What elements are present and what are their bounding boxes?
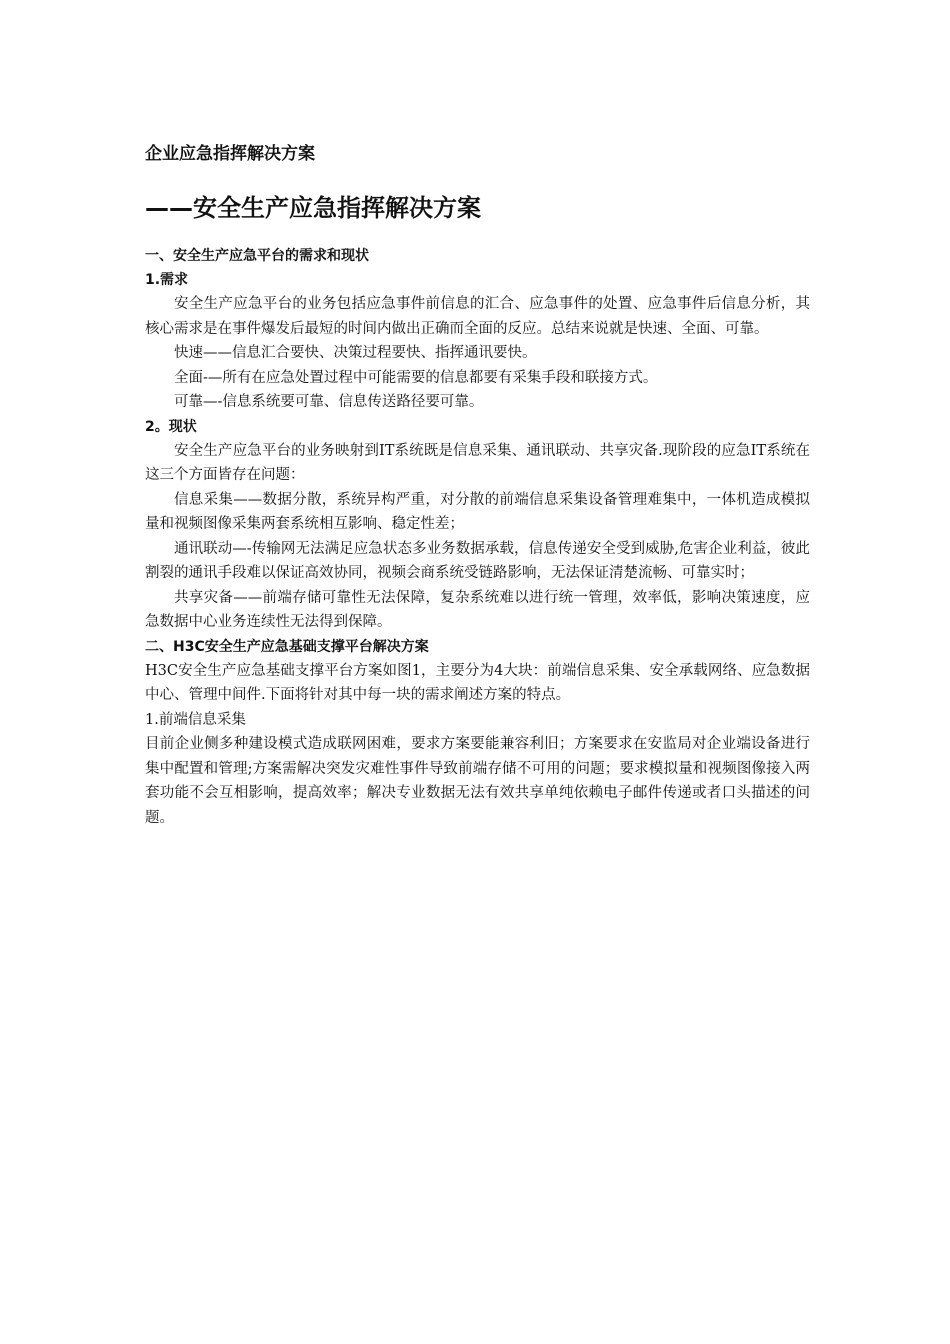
section-1-heading: 一、安全生产应急平台的需求和现状 [145, 248, 369, 264]
document-page [145, 140, 810, 830]
paragraph: 通讯联动—-传输网无法满足应急状态多业务数据承载，信息传递安全受到威胁,危害企业利益，彼此割裂的通讯手段难以保证高效协同，视频会商系统受链路影响，无法保证清楚流畅、可靠实时； [145, 540, 810, 581]
paragraph: 安全生产应急平台的业务包括应急事件前信息的汇合、应急事件的处置、应急事件后信息分析，其核心需求是在事件爆发后最短的时间内做出正确而全面的反应。总结来说就是快速、全面、可靠。 [145, 296, 810, 337]
section-1-1-heading: 1.需求 [145, 272, 189, 288]
paragraph: H3C安全生产应急基础支撑平台方案如图1，主要分为4大块：前端信息采集、安全承载网络、应急数据中心、管理中间件.下面将针对其中每一块的需求阐述方案的特点。 [145, 662, 810, 703]
paragraph: 可靠—-信息系统要可靠、信息传送路径要可靠。 [174, 394, 484, 410]
paragraph: 目前企业侧多种建设模式造成联网困难，要求方案要能兼容利旧；方案要求在安监局对企业端设备进行集中配置和管理;方案需解决突发灾难性事件导致前端存储不可用的问题；要求模拟量和视频图像接入两套功能不会互相影响，提高效率；解决专业数据无法有效共享单纯依赖电子邮件传递或者口头描述的问题。 [145, 736, 810, 826]
document-title: 企业应急指挥解决方案 [145, 144, 315, 164]
paragraph: 安全生产应急平台的业务映射到IT系统既是信息采集、通讯联动、共享灾备.现阶段的应急IT系统在这三个方面皆存在问题： [145, 442, 810, 483]
section-2-1-heading: 1.前端信息采集 [145, 711, 246, 728]
paragraph: 全面-—所有在应急处置过程中可能需要的信息都要有采集手段和联接方式。 [174, 369, 658, 386]
paragraph: 共享灾备——前端存储可靠性无法保障，复杂系统难以进行统一管理，效率低，影响决策速度，应急数据中心业务连续性无法得到保障。 [145, 589, 810, 630]
paragraph: 快速——信息汇合要快、决策过程要快、指挥通讯要快。 [174, 345, 537, 361]
paragraph: 信息采集——数据分散，系统异构严重，对分散的前端信息采集设备管理难集中，一体机造成模拟量和视频图像采集两套系统相互影响、稳定性差； [145, 491, 810, 532]
section-2-heading: 二、H3C安全生产应急基础支撑平台解决方案 [145, 638, 429, 655]
document-subtitle: ——安全生产应急指挥解决方案 [145, 194, 481, 222]
section-1-2-heading: 2。现状 [145, 418, 197, 435]
